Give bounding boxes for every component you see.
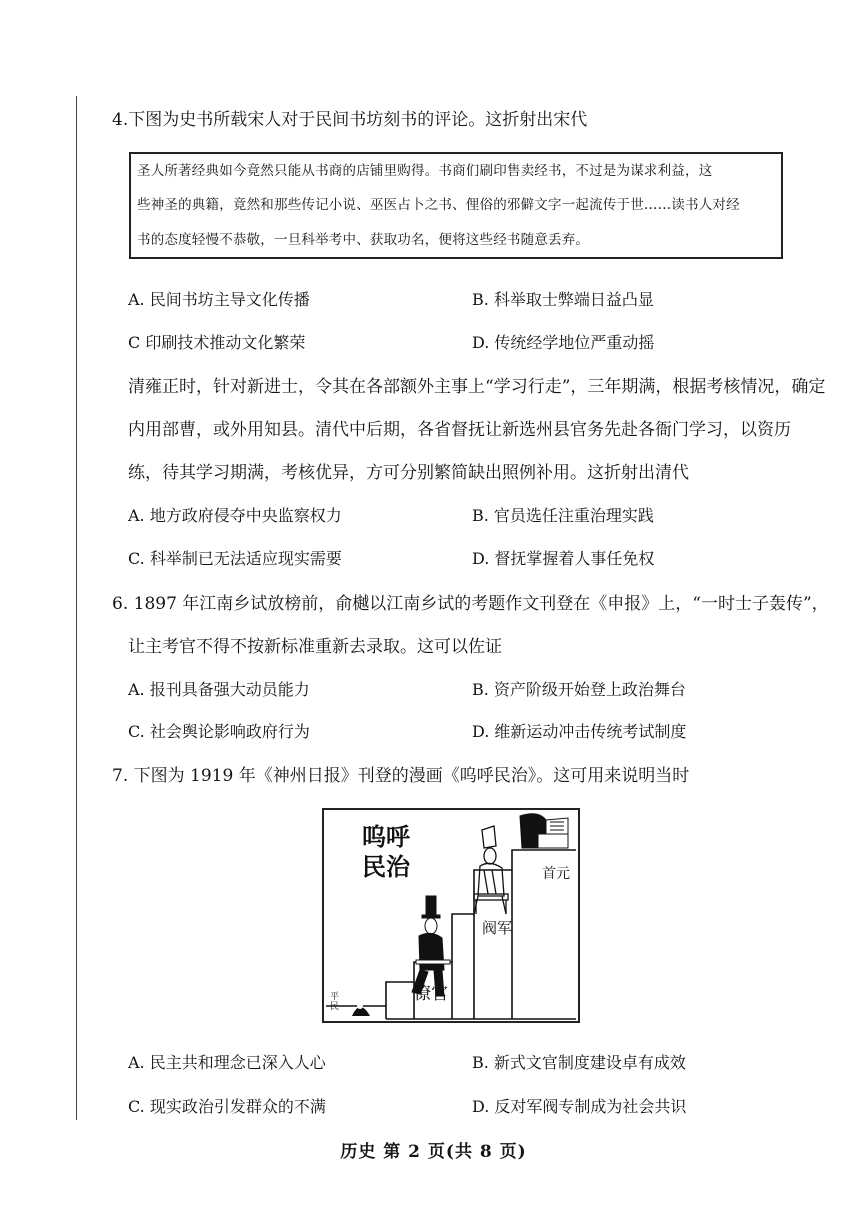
- q5-option-a[interactable]: A. 地方政府侵夺中央监察权力: [128, 506, 342, 525]
- q4-quote-line-2: 些神圣的典籍，竟然和那些传记小说、巫医占卜之书、俚俗的邪僻文字一起流传于世……读书人对经: [137, 197, 740, 213]
- q5-option-d[interactable]: D. 督抚掌握着人事任免权: [472, 549, 655, 568]
- q6-option-a[interactable]: A. 报刊具备强大动员能力: [128, 680, 310, 699]
- q7-option-d[interactable]: D. 反对军阀专制成为社会共识: [472, 1097, 687, 1116]
- q7-cartoon: [322, 808, 580, 1023]
- q5-line-2: 内用部曹，或外用知县。清代中后期，各省督抚让新选州县官务先赴各衙门学习，以资历: [128, 420, 791, 440]
- q5-option-b[interactable]: B. 官员选任注重治理实践: [472, 506, 654, 525]
- cartoon-label-low: 僚官: [414, 984, 448, 1004]
- q4-quote-line-1: 圣人所著经典如今竟然只能从书商的店铺里购得。书商们刷印售卖经书，不过是为谋求利益，这: [137, 163, 713, 179]
- cartoon-title-col-a: 呜呼: [362, 822, 410, 851]
- binding-margin-line: [76, 96, 77, 1120]
- q6-option-c[interactable]: C. 社会舆论影响政府行为: [128, 722, 310, 741]
- page-footer: 历史 第 2 页(共 8 页): [340, 1142, 527, 1162]
- q7-option-a[interactable]: A. 民主共和理念已深入人心: [128, 1053, 326, 1072]
- q5-line-3: 练，待其学习期满，考核优异，方可分别繁简缺出照例补用。这折射出清代: [128, 463, 689, 483]
- president-figure: [520, 814, 568, 848]
- bureaucrat-figure: [412, 896, 450, 996]
- cartoon-title-col-b: 民治: [362, 852, 410, 881]
- q6-line-1: 6. 1897 年江南乡试放榜前，俞樾以江南乡试的考题作文刊登在《申报》上，“一时士子轰传”，: [112, 594, 829, 614]
- q4-option-c[interactable]: C 印刷技术推动文化繁荣: [128, 333, 306, 352]
- cartoon-label-bottom: 平民: [330, 992, 340, 1012]
- q4-option-d[interactable]: D. 传统经学地位严重动摇: [472, 333, 655, 352]
- q4-stem: 4.下图为史书所载宋人对于民间书坊刻书的评论。这折射出宋代: [112, 110, 588, 130]
- q5-line-1: 清雍正时，针对新进士，令其在各部额外主事上“学习行走”，三年期满，根据考核情况，确定: [128, 377, 826, 397]
- cartoon-label-top: 首元: [542, 866, 570, 882]
- q6-option-d[interactable]: D. 维新运动冲击传统考试制度: [472, 722, 687, 741]
- q4-quote-line-3: 书的态度轻慢不恭敬，一旦科举考中、获取功名，便将这些经书随意丢弃。: [137, 232, 590, 248]
- cartoon-label-mid: 阀军: [482, 919, 513, 937]
- q4-option-a[interactable]: A. 民间书坊主导文化传播: [128, 290, 310, 309]
- q7-option-c[interactable]: C. 现实政治引发群众的不满: [128, 1097, 326, 1116]
- q6-option-b[interactable]: B. 资产阶级开始登上政治舞台: [472, 680, 686, 699]
- q6-line-2: 让主考官不得不按新标准重新去录取。这可以佐证: [128, 637, 502, 657]
- q7-option-b[interactable]: B. 新式文官制度建设卓有成效: [472, 1053, 686, 1072]
- commoner-figure: [352, 1003, 370, 1016]
- q7-stem: 7. 下图为 1919 年《神州日报》刊登的漫画《呜呼民治》。这可用来说明当时: [112, 766, 690, 786]
- q4-option-b[interactable]: B. 科举取士弊端日益凸显: [472, 290, 654, 309]
- q5-option-c[interactable]: C. 科举制已无法适应现实需要: [128, 549, 342, 568]
- q4-quote-box: [129, 152, 783, 259]
